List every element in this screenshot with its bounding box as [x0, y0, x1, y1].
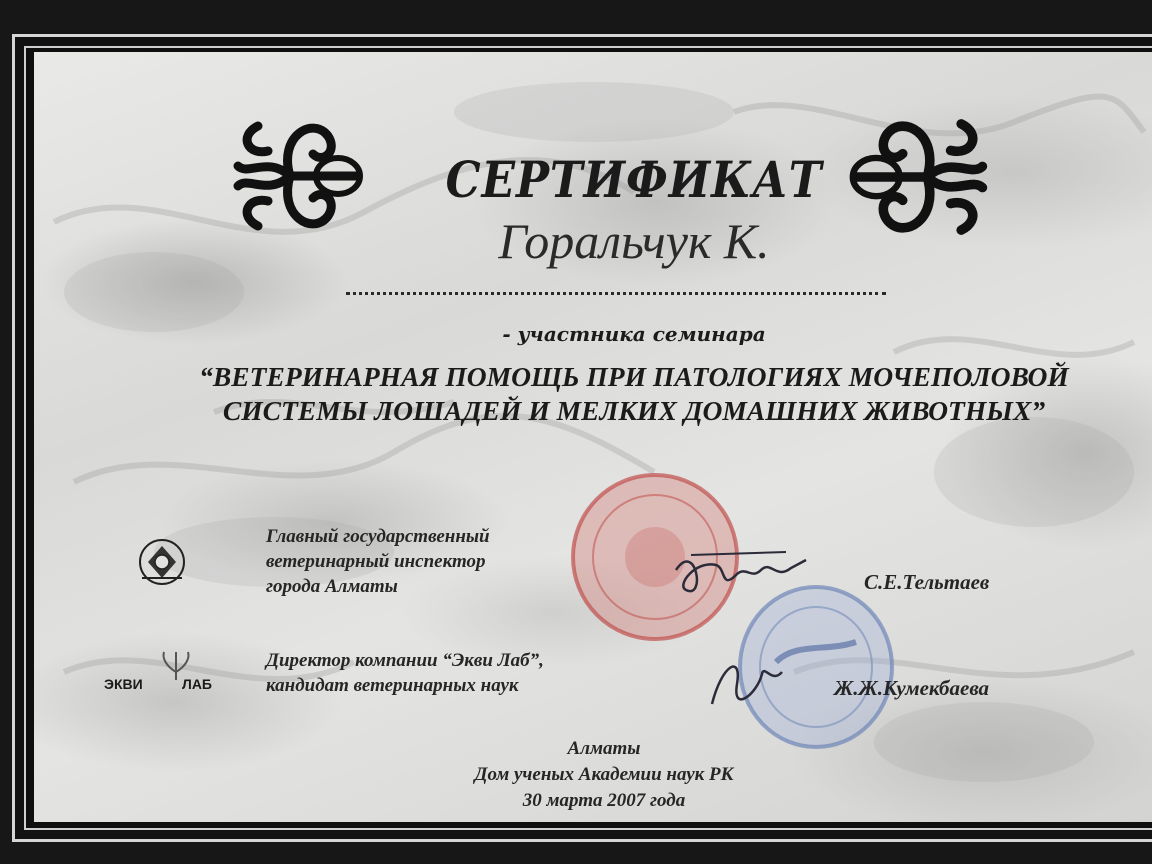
signatory-2-position — [266, 648, 544, 698]
signature-1 — [666, 530, 816, 610]
footer-city: Алматы — [567, 738, 641, 759]
signatory-2-line-1: Директор компании “Экви Лаб”, — [266, 650, 544, 671]
signatory-1-line-3: города Алматы — [266, 576, 398, 597]
left-ornament-icon — [218, 96, 368, 256]
footer-date: 30 марта 2007 года — [522, 790, 686, 811]
right-ornament-icon — [844, 92, 1004, 262]
signature-2 — [702, 644, 792, 724]
almaty-emblem-icon — [134, 532, 190, 592]
recipient-name: Горальчук К. — [498, 213, 770, 269]
footer-venue: Дом ученых Академии наук РК — [474, 764, 734, 785]
signatory-2-name: Ж.Ж.Кумекбаева — [834, 676, 990, 700]
signatory-1-name: С.Е.Тельтаев — [864, 570, 990, 594]
certificate-title: СЕРТИФИКАТ — [445, 150, 823, 209]
place-and-date — [434, 736, 774, 814]
logo-word-lab: ЛАБ — [182, 676, 212, 692]
participant-role: - участника семинара — [502, 322, 766, 346]
dotted-divider — [346, 292, 886, 295]
signatory-2-line-2: кандидат ветеринарных наук — [266, 675, 519, 696]
signatory-1-line-2: ветеринарный инспектор — [266, 551, 486, 572]
signatory-1-line-1: Главный государственный — [266, 526, 490, 547]
signatory-1-position — [266, 524, 490, 599]
certificate-paper — [34, 52, 1152, 822]
logo-word-equi: ЭКВИ — [104, 676, 143, 692]
seminar-topic: “ВЕТЕРИНАРНАЯ ПОМОЩЬ ПРИ ПАТОЛОГИЯХ МОЧЕПОЛОВОЙ СИСТЕМЫ ЛОШАДЕЙ И МЕЛКИХ ДОМАШНИХ ЖИВОТНЫХ” — [199, 362, 1069, 426]
